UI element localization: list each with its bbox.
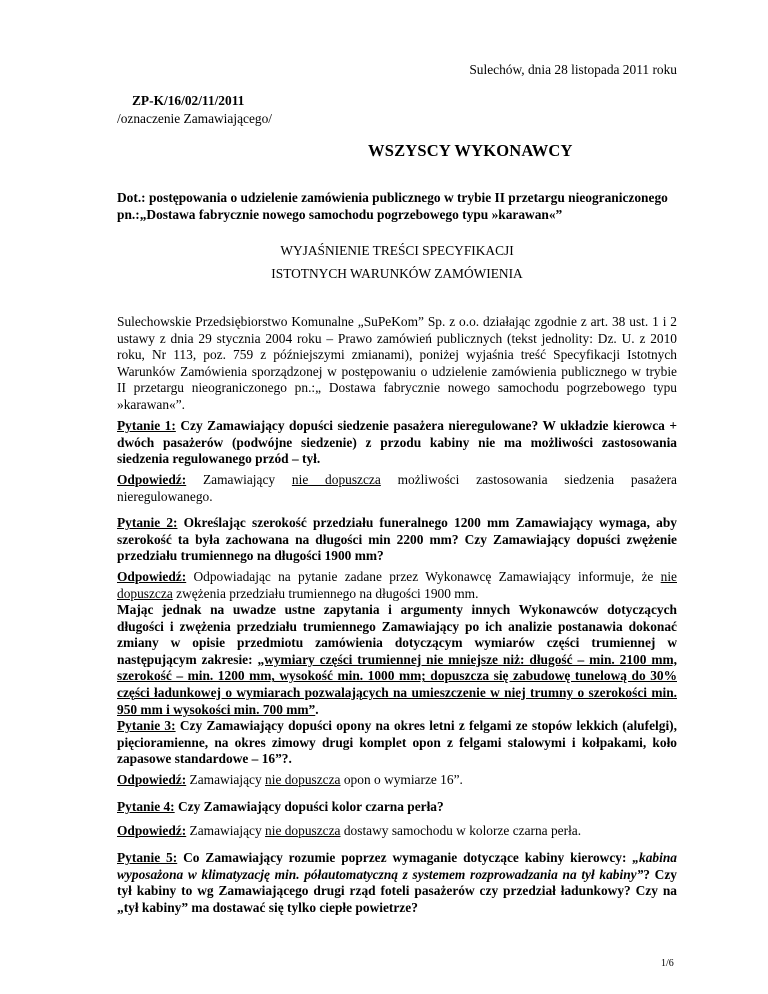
question-quote: „kabina [632, 850, 677, 865]
answer-text: nieregulowanego. [117, 488, 213, 504]
amendment-text: długości i zwężenia przedziału trumiennego Zamawiający po ich analizie postanawia dokonać [117, 618, 677, 634]
question-text: pięcioramienne, na okres zimowy drugi komplet opon z felgami stalowymi i kołpakami, koło [117, 734, 677, 750]
question-quote: wyposażona w klimatyzację min. półautomatyczną z systemem rozprowadzania na tył kabiny” [117, 866, 644, 882]
amendment-emphasis: „wymiary części trumiennej nie mniejsze niż: długość – min. 2100 mm, [257, 651, 677, 667]
question-text: Co Zamawiający rozumie poprzez wymaganie dotyczące kabiny kierowcy: [177, 850, 633, 865]
question-5 [117, 850, 677, 916]
question-text: „tył kabiny” ma dostawać się tylko ciepłe powietrze? [117, 899, 418, 915]
answer-label: Odpowiedź: [117, 569, 187, 584]
amendment-text: . [315, 701, 319, 717]
amendment-text: następującym zakresie: [117, 651, 258, 667]
heading-line-2: ISTOTNYCH WARUNKÓW ZAMÓWIENIA [271, 266, 523, 281]
question-text: szerokość ta była zachowana na długości min 2200 mm? Czy Zamawiający dopuści zwężenie [117, 531, 677, 547]
subject-line-1: Dot.: postępowania o udzielenie zamówienia publicznego w trybie II przetargu nieograniczonego [117, 190, 668, 205]
question-label: Pytanie 4: [117, 799, 175, 814]
answer-label: Odpowiedź: [117, 772, 187, 787]
question-4 [117, 799, 677, 816]
intro-line: Warunków Zamówienia sporządzonej w postępowaniu o udzielenie zamówienia publicznego w trybie [117, 363, 677, 379]
question-text: dwóch pasażerów (podwójne siedzenie) z przodu kabiny nie ma możliwości zastosowania [117, 434, 677, 450]
answer-text: Zamawiający [186, 823, 266, 838]
heading-line-1: WYJAŚNIENIE TREŚCI SPECYFIKACJI [280, 243, 514, 258]
addressee: WSZYSCY WYKONAWCY [368, 141, 573, 160]
intro-line: II przetargu nieograniczonego pn.:„ Dostawa fabrycznie nowego samochodu pogrzebowego typu [117, 380, 677, 396]
amendment-emphasis: 950 mm i wysokości min. 700 mm” [117, 701, 316, 717]
question-text: tył kabiny to wg Zamawiającego drugi rząd foteli pasażerów czy przedział ładunkowy? Czy na [117, 883, 677, 899]
intro-line: »karawan«”. [117, 396, 186, 412]
amendment-text: zmiany w opisie przedmiotu zamówienia dotyczącym wymiarów części trumiennej w [117, 635, 677, 651]
answer-text: możliwości zastosowania siedzenia pasażera [380, 472, 677, 487]
answer-text: dostawy samochodu w kolorze czarna perła. [340, 823, 582, 838]
answer-1 [117, 472, 677, 505]
reference-number: ZP-K/16/02/11/2011 [132, 93, 245, 108]
answer-label: Odpowiedź: [117, 472, 187, 487]
answer-emphasis: dopuszcza [117, 585, 173, 601]
amendment-emphasis: części ładunkowej o wymiarach pozwalających na umieszczenie w niej trumny o szerokości min. [117, 684, 677, 700]
question-text: Czy Zamawiający dopuści kolor czarna perła? [174, 799, 444, 814]
answer-emphasis: nie dopuszcza [265, 772, 341, 787]
answer-emphasis: nie dopuszcza [291, 472, 381, 487]
answer-2 [117, 569, 677, 602]
amendment-emphasis: szerokość – min. 1200 mm, wysokość min. 1000 mm; dopuszcza się zabudowę tunelową do 30% [117, 668, 677, 684]
question-1 [117, 418, 677, 468]
answer-text: Zamawiający [186, 772, 266, 787]
question-text: Czy Zamawiający dopuści opony na okres letni z felgami ze stopów lekkich (alufelgi), [175, 718, 677, 733]
question-text: Czy Zamawiający dopuści siedzenie pasażera nieregulowane? W układzie kierowca + [175, 418, 677, 433]
amendment-text: Mając jednak na uwadze ustne zapytania i argumenty innych Wykonawców dotyczących [117, 602, 677, 617]
intro-line: ustawy z dnia 29 stycznia 2004 roku – Prawo zamówień publicznych (tekst jednolity: Dz. U. z 2010 [117, 330, 677, 346]
page-number: 1/6 [661, 958, 674, 969]
question-label: Pytanie 2: [117, 515, 178, 530]
question-2 [117, 515, 677, 565]
answer-text: Odpowiadając na pytanie zadane przez Wykonawcę Zamawiający informuje, że [186, 569, 661, 584]
answer-4 [117, 823, 677, 840]
answer-text: Zamawiający [186, 472, 292, 487]
place-date: Sulechów, dnia 28 listopada 2011 roku [469, 62, 677, 77]
question-text: przedziału trumiennego na długości 1900 mm? [117, 548, 384, 564]
question-text: siedzenia regulowanego przód – tył. [117, 451, 321, 467]
reference-caption: /oznaczenie Zamawiającego/ [117, 111, 273, 126]
answer-label: Odpowiedź: [117, 823, 187, 838]
answer-3 [117, 772, 677, 789]
answer-emphasis: nie [660, 569, 677, 584]
amendment-2 [117, 602, 677, 718]
question-text: Określając szerokość przedziału funeralnego 1200 mm Zamawiający wymaga, aby [177, 515, 677, 530]
subject-line-2: pn.:„Dostawa fabrycznie nowego samochodu pogrzebowego typu »karawan«” [117, 207, 563, 222]
question-label: Pytanie 5: [117, 850, 178, 865]
question-label: Pytanie 1: [117, 418, 176, 433]
answer-text: zwężenia przedziału trumiennego na długości 1900 mm. [172, 585, 479, 601]
question-label: Pytanie 3: [117, 718, 176, 733]
question-text: zapasowe standardowe – 16”?. [117, 751, 292, 767]
question-3 [117, 718, 677, 768]
intro-paragraph [117, 314, 677, 414]
answer-text: opon o wymiarze 16”. [340, 772, 463, 787]
intro-line: Sulechowskie Przedsiębiorstwo Komunalne „SuPeKom” Sp. z o.o. działając zgodnie z art. 38 ust. 1 i 2 [117, 314, 677, 329]
answer-emphasis: nie dopuszcza [265, 823, 341, 838]
question-text: ? Czy [643, 866, 677, 882]
intro-line: roku, Nr 113, poz. 759 z późniejszymi zmianami), poniżej wyjaśnia treść Specyfikacji Istotnych [117, 347, 677, 363]
